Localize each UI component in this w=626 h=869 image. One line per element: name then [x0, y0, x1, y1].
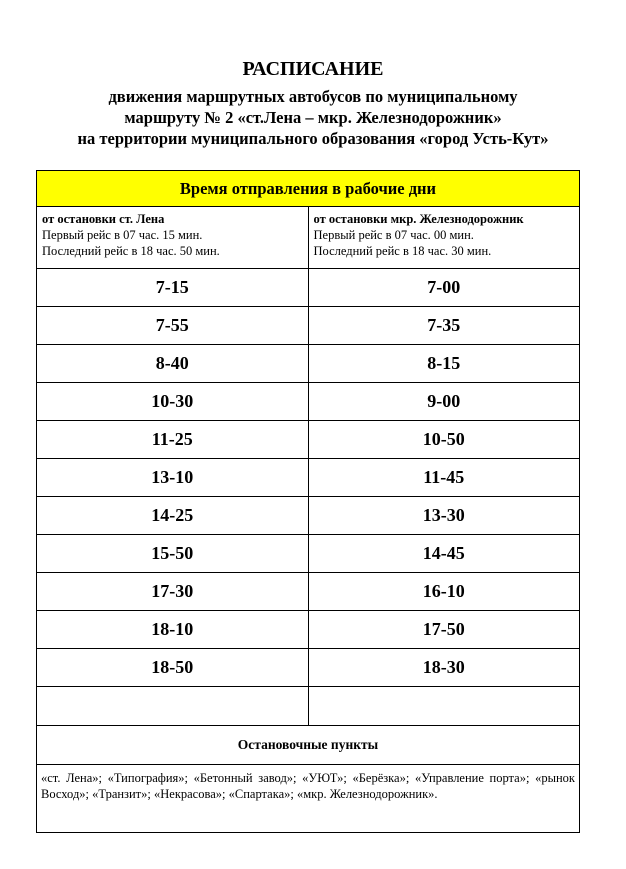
departure-time-zheleznodorozhnik: 14-45: [308, 535, 580, 573]
left-origin: от остановки ст. Лена: [42, 212, 165, 226]
departure-time-lena: 15-50: [37, 535, 309, 573]
departure-time-lena: 13-10: [37, 459, 309, 497]
left-column-info: [37, 207, 309, 269]
departure-time-zheleznodorozhnik: 13-30: [308, 497, 580, 535]
right-last-trip: Последний рейс в 18 час. 30 мин.: [313, 244, 492, 258]
departure-time-lena: 8-40: [37, 345, 309, 383]
departure-time-lena: 7-55: [37, 307, 309, 345]
left-first-trip: Первый рейс в 07 час. 15 мин.: [42, 228, 203, 242]
stops-list: «ст. Лена»; «Типография»; «Бетонный завод»; «УЮТ»; «Берёзка»; «Управление порта»; «рынок Восход»; «Транзит»; «Некрасова»; «Спартака»; «мкр. Железнодорожник».: [37, 765, 580, 833]
subtitle-line: движения маршрутных автобусов по муниципальному: [108, 87, 518, 106]
time-row: [37, 269, 580, 307]
stops-header: Остановочные пункты: [37, 726, 580, 765]
page-subtitle: [0, 86, 626, 149]
left-last-trip: Последний рейс в 18 час. 50 мин.: [42, 244, 220, 258]
time-row: [37, 383, 580, 421]
time-row: [37, 535, 580, 573]
time-row: [37, 345, 580, 383]
departure-time-lena: 10-30: [37, 383, 309, 421]
schedule-table: [36, 170, 580, 833]
time-row: [37, 459, 580, 497]
departure-time-lena: 17-30: [37, 573, 309, 611]
departure-time-lena: 18-50: [37, 649, 309, 687]
empty-cell: [308, 687, 580, 726]
departure-time-lena: 7-15: [37, 269, 309, 307]
subtitle-line: маршруту № 2 «ст.Лена – мкр. Железнодорожник»: [124, 108, 502, 127]
departure-time-zheleznodorozhnik: 9-00: [308, 383, 580, 421]
time-row: [37, 421, 580, 459]
times-body: [37, 269, 580, 687]
time-row: [37, 307, 580, 345]
departure-time-zheleznodorozhnik: 7-35: [308, 307, 580, 345]
time-row: [37, 649, 580, 687]
departure-time-zheleznodorozhnik: 11-45: [308, 459, 580, 497]
right-column-info: [308, 207, 580, 269]
subtitle-line: на территории муниципального образования «город Усть-Кут»: [77, 129, 549, 148]
departure-time-zheleznodorozhnik: 8-15: [308, 345, 580, 383]
departure-time-zheleznodorozhnik: 10-50: [308, 421, 580, 459]
time-row: [37, 611, 580, 649]
time-row: [37, 497, 580, 535]
departure-time-lena: 18-10: [37, 611, 309, 649]
departure-time-zheleznodorozhnik: 16-10: [308, 573, 580, 611]
departure-time-zheleznodorozhnik: 7-00: [308, 269, 580, 307]
empty-cell: [37, 687, 309, 726]
time-row: [37, 573, 580, 611]
departure-time-lena: 14-25: [37, 497, 309, 535]
schedule-header: Время отправления в рабочие дни: [37, 171, 580, 207]
right-first-trip: Первый рейс в 07 час. 00 мин.: [313, 228, 474, 242]
page-title: РАСПИСАНИЕ: [242, 58, 384, 80]
departure-time-zheleznodorozhnik: 17-50: [308, 611, 580, 649]
departure-time-zheleznodorozhnik: 18-30: [308, 649, 580, 687]
departure-time-lena: 11-25: [37, 421, 309, 459]
right-origin: от остановки мкр. Железнодорожник: [313, 212, 524, 226]
